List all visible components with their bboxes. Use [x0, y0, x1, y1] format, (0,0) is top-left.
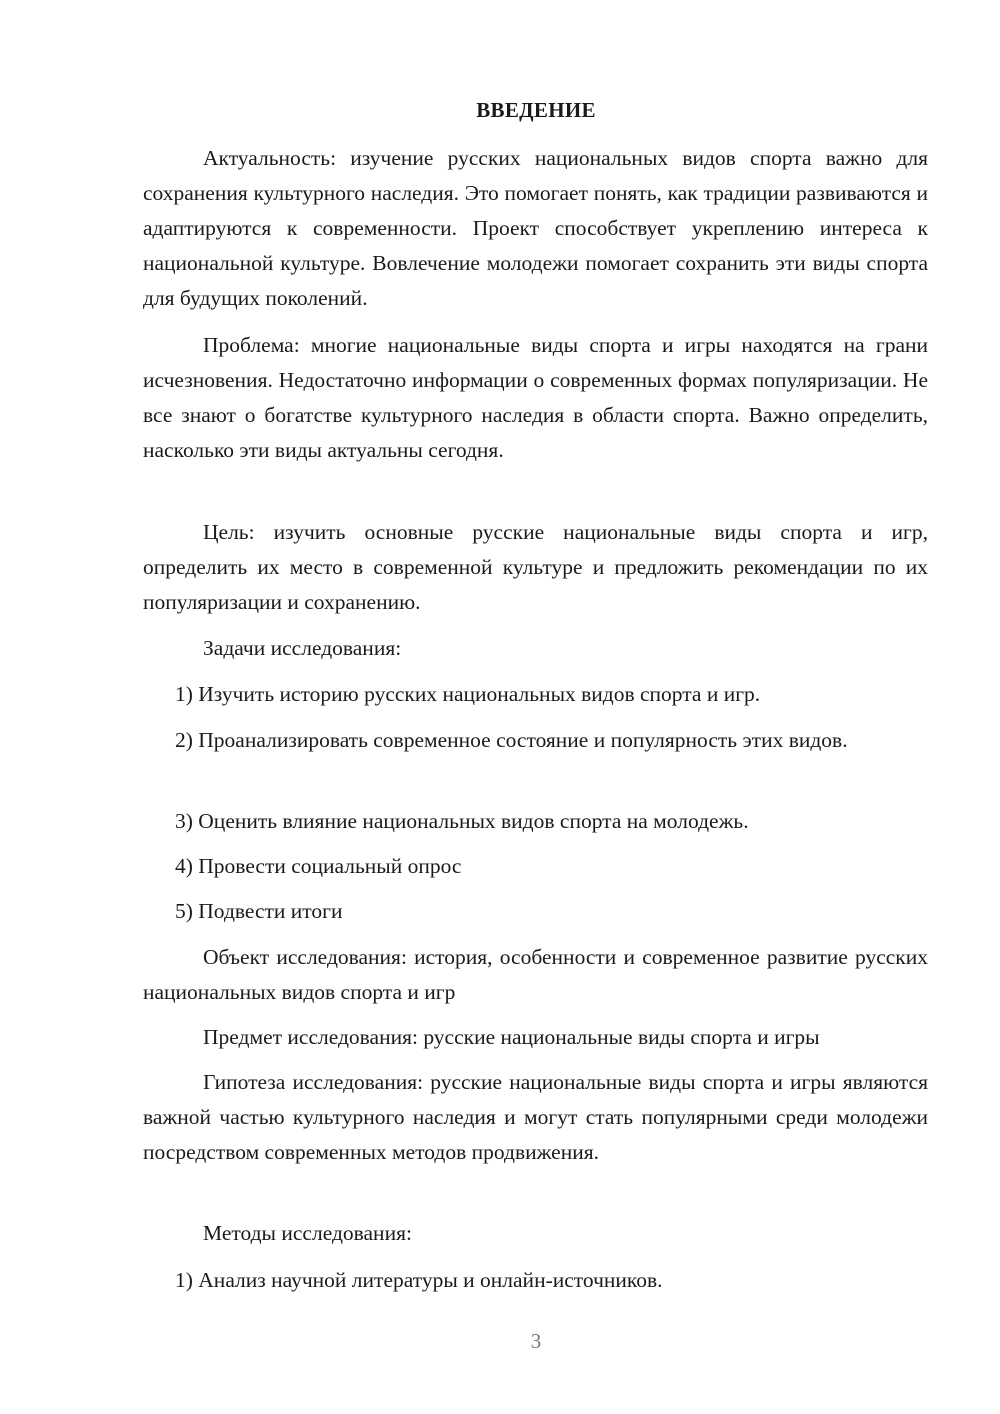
- goal-paragraph: Цель: изучить основные русские национальные виды спорта и игр, определить их место в современной культуре и предложить рекомендации по их популяризации и сохранению.: [143, 520, 928, 614]
- task-item: 2) Проанализировать современное состояние и популярность этих видов.: [175, 728, 848, 752]
- relevance-paragraph: Актуальность: изучение русских национальных видов спорта важно для сохранения культурного наследия. Это помогает понять, как традиции развиваются и адаптируются к современности. Проект способствует укреплению интереса к национальной культуре. Вовлечение молодежи помогает сохранить эти виды спорта для будущих поколений.: [143, 146, 928, 310]
- task-item: 5) Подвести итоги: [175, 899, 343, 923]
- hypothesis-paragraph: Гипотеза исследования: русские национальные виды спорта и игры являются важной частью культурного наследия и могут стать популярными среди молодежи посредством современных методов продвижения.: [143, 1070, 928, 1164]
- task-item: 4) Провести социальный опрос: [175, 854, 462, 878]
- method-item: 1) Анализ научной литературы и онлайн-источников.: [175, 1268, 663, 1292]
- task-item: 3) Оценить влияние национальных видов спорта на молодежь.: [175, 809, 749, 833]
- page-number: 3: [530, 1329, 542, 1353]
- object-paragraph: Объект исследования: история, особенности и современное развитие русских национальных видов спорта и игр: [143, 945, 928, 1004]
- problem-paragraph: Проблема: многие национальные виды спорта и игры находятся на грани исчезновения. Недостаточно информации о современных формах популяризации. Не все знают о богатстве культурного наследия в области спорта. Важно определить, насколько эти виды актуальны сегодня.: [143, 333, 928, 462]
- task-item: 1) Изучить историю русских национальных видов спорта и игр.: [175, 682, 761, 706]
- tasks-heading: Задачи исследования:: [203, 636, 402, 660]
- subject-paragraph: Предмет исследования: русские национальные виды спорта и игры: [203, 1025, 820, 1049]
- methods-heading: Методы исследования:: [203, 1221, 412, 1245]
- section-title: ВВЕДЕНИЕ: [476, 98, 596, 122]
